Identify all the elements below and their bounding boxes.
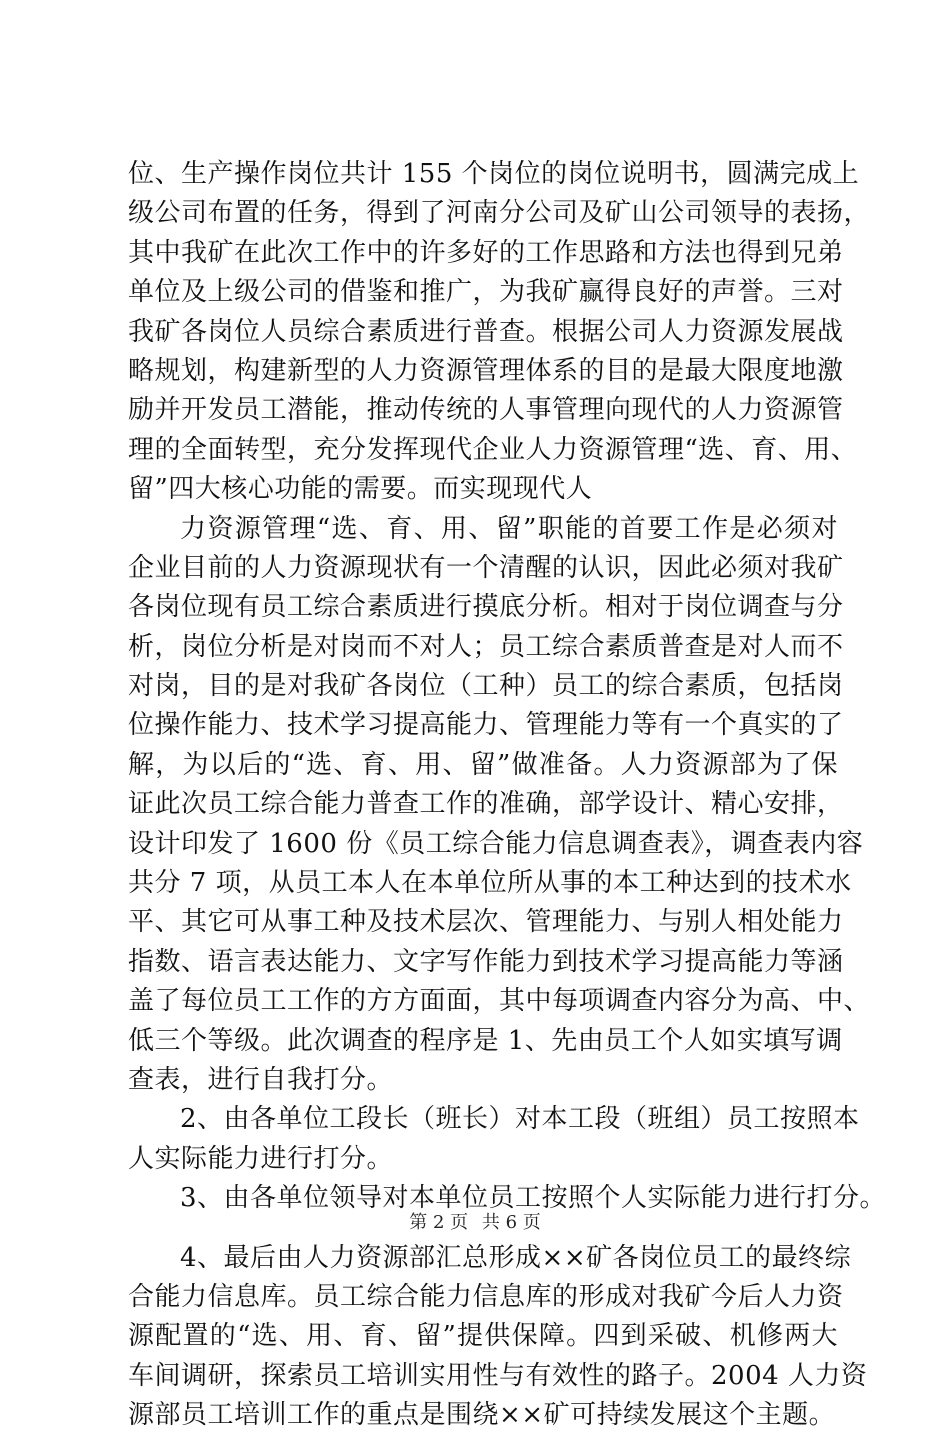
page-footer — [0, 1208, 950, 1234]
text-line: 2、由各单位工段长（班长）对本工段（班组）员工按照本 — [180, 1104, 860, 1135]
text-line: 理的全面转型，充分发挥现代企业人力资源管理“选、育、用、 — [128, 434, 858, 465]
page-total: 共 6 页 — [481, 1212, 541, 1233]
text-line: 源配置的“选、用、育、留”提供保障。四到采破、机修两大 — [128, 1321, 838, 1352]
paragraph — [128, 510, 871, 1101]
text-line: 企业目前的人力资源现状有一个清醒的认识，因此必须对我矿 — [128, 552, 844, 583]
text-line: 合能力信息库。员工综合能力信息库的形成对我矿今后人力资 — [128, 1281, 844, 1312]
text-line: 单位及上级公司的借鉴和推广，为我矿赢得良好的声誉。三对 — [128, 277, 844, 308]
paragraph — [128, 1239, 868, 1436]
text-line: 励并开发员工潜能，推动传统的人事管理向现代的人力资源管 — [128, 395, 844, 426]
text-line: 指数、语言表达能力、文字写作能力到技术学习提高能力等涵 — [128, 946, 844, 977]
text-line: 低三个等级。此次调查的程序是 1、先由员工个人如实填写调 — [128, 1025, 843, 1056]
text-line: 证此次员工综合能力普查工作的准确，部学设计、精心安排， — [128, 789, 844, 820]
text-line: 级公司布置的任务，得到了河南分公司及矿山公司领导的表扬， — [128, 198, 871, 229]
text-line: 4、最后由人力资源部汇总形成××矿各岗位员工的最终综 — [180, 1242, 852, 1273]
text-line: 留”四大核心功能的需要。而实现现代人 — [128, 474, 593, 505]
text-line: 力资源管理“选、育、用、留”职能的首要工作是必须对 — [180, 513, 838, 544]
text-line: 解，为以后的“选、育、用、留”做准备。人力资源部为了保 — [128, 749, 838, 780]
text-line: 查表，进行自我打分。 — [128, 1064, 394, 1095]
text-line: 设计印发了 1600 份《员工综合能力信息调查表》，调查表内容 — [128, 828, 864, 859]
text-line: 析，岗位分析是对岗而不对人；员工综合素质普查是对人而不 — [128, 631, 844, 662]
text-line: 3、由各单位领导对本单位员工按照个人实际能力进行打分。 — [180, 1183, 887, 1214]
text-line: 对岗，目的是对我矿各岗位（工种）员工的综合素质，包括岗 — [128, 671, 844, 702]
text-line: 平、其它可从事工种及技术层次、管理能力、与别人相处能力 — [128, 907, 844, 938]
text-line: 略规划，构建新型的人力资源管理体系的目的是最大限度地激 — [128, 355, 844, 386]
text-line: 盖了每位员工工作的方方面面，其中每项调查内容分为高、中、 — [128, 986, 871, 1017]
paragraph — [128, 155, 871, 510]
text-line: 人实际能力进行打分。 — [128, 1143, 394, 1174]
document-body — [128, 155, 887, 1436]
paragraph — [128, 1100, 860, 1179]
text-line: 我矿各岗位人员综合素质进行普查。根据公司人力资源发展战 — [128, 316, 844, 347]
text-line: 位操作能力、技术学习提高能力、管理能力等有一个真实的了 — [128, 710, 844, 741]
text-line: 各岗位现有员工综合素质进行摸底分析。相对于岗位调查与分 — [128, 592, 844, 623]
text-line: 其中我矿在此次工作中的许多好的工作思路和方法也得到兄弟 — [128, 237, 844, 268]
text-line: 共分 7 项，从员工本人在本单位所从事的本工种达到的技术水 — [128, 868, 852, 899]
text-line: 车间调研，探索员工培训实用性与有效性的路子。2004 人力资 — [128, 1360, 868, 1391]
page-number: 第 2 页 — [409, 1212, 469, 1233]
text-line: 源部员工培训工作的重点是围绕××矿可持续发展这个主题。 — [128, 1400, 836, 1431]
text-line: 位、生产操作岗位共计 155 个岗位的岗位说明书，圆满完成上 — [128, 159, 860, 189]
